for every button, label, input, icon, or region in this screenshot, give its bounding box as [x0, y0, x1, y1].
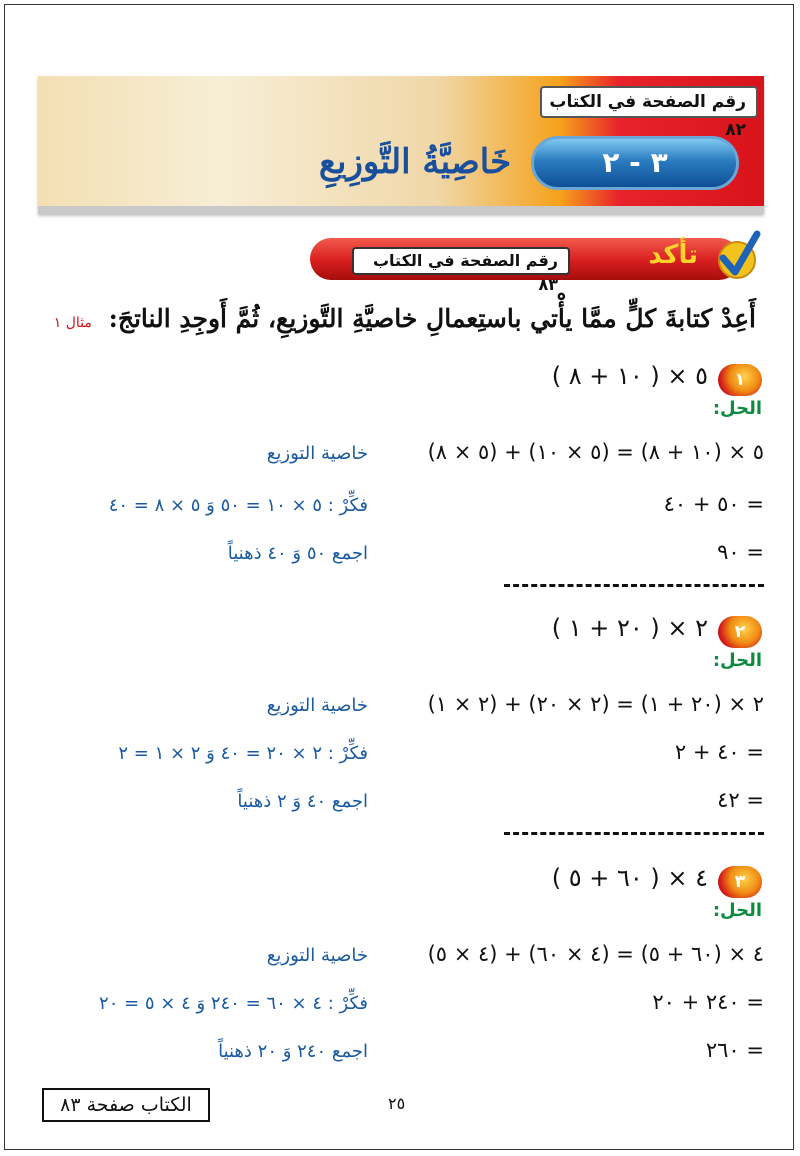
- divider: [504, 832, 764, 835]
- check-page-ref: رقم الصفحة في الكتاب ٨٣: [352, 247, 570, 275]
- instruction-text: أَعِدْ كتابةَ كلٍّ ممَّا يأْتي باستِعمالِ خاصيَّةِ التَّوزيعِ، ثُمَّ أَوجِدِ الناتجَ:: [108, 304, 756, 333]
- solution-label: الحل:: [712, 398, 762, 419]
- problem-expression: ٢ × ( ٢٠ + ١ ): [551, 614, 708, 642]
- step-note: فكِّرْ : ٥ × ١٠ = ٥٠ وَ ٥ × ٨ = ٤٠: [108, 495, 368, 516]
- solution-step: ٥ × (١٠ + ٨) = (٥ × ١٠) + (٥ × ٨): [427, 440, 764, 464]
- solution-step: = ٢٦٠: [705, 1038, 764, 1062]
- lesson-number: ٣ - ٢: [531, 136, 739, 190]
- step-note: فكِّرْ : ٢ × ٢٠ = ٤٠ وَ ٢ × ١ = ٢: [118, 743, 368, 764]
- problem-number-badge: ١: [718, 364, 762, 396]
- step-note: اجمع ٢٤٠ وَ ٢٠ ذهنياً: [218, 1041, 368, 1062]
- problem-expression: ٤ × ( ٦٠ + ٥ ): [551, 864, 708, 892]
- solution-label: الحل:: [712, 900, 762, 921]
- solution-step: = ٤٠ + ٢: [674, 740, 764, 764]
- solution-step: = ٥٠ + ٤٠: [663, 492, 764, 516]
- header-stripe: [38, 206, 764, 214]
- problem-number-badge: ٢: [718, 616, 762, 648]
- page-number: ٢٥: [388, 1094, 406, 1113]
- lesson-header: [38, 76, 764, 214]
- lesson-title: خَاصِيَّةُ التَّوزِيعِ: [318, 142, 512, 182]
- solution-step: ٤ × (٦٠ + ٥) = (٤ × ٦٠) + (٤ × ٥): [427, 942, 764, 966]
- instruction: [54, 304, 756, 333]
- header-page-ref: رقم الصفحة في الكتاب ٨٢: [540, 86, 758, 118]
- example-ref: مثال ١: [53, 315, 92, 331]
- problem-number-badge: ٣: [718, 866, 762, 898]
- divider: [504, 584, 764, 587]
- solution-step: ٢ × (٢٠ + ١) = (٢ × ٢٠) + (٢ × ١): [427, 692, 764, 716]
- book-page-ref: الكتاب صفحة ٨٣: [42, 1088, 210, 1122]
- problem-expression: ٥ × ( ١٠ + ٨ ): [551, 362, 708, 390]
- step-note: فكِّرْ : ٤ × ٦٠ = ٢٤٠ وَ ٤ × ٥ = ٢٠: [99, 993, 368, 1014]
- step-note: اجمع ٤٠ وَ ٢ ذهنياً: [237, 791, 368, 812]
- checkmark-icon: [715, 230, 761, 280]
- solution-step: = ٤٢: [717, 788, 764, 812]
- step-note: خاصية التوزيع: [266, 945, 368, 966]
- solution-label: الحل:: [712, 650, 762, 671]
- check-label: تأكد: [648, 240, 698, 270]
- solution-step: = ٩٠: [717, 540, 764, 564]
- step-note: خاصية التوزيع: [266, 695, 368, 716]
- solution-step: = ٢٤٠ + ٢٠: [652, 990, 764, 1014]
- step-note: خاصية التوزيع: [266, 443, 368, 464]
- step-note: اجمع ٥٠ وَ ٤٠ ذهنياً: [227, 543, 368, 564]
